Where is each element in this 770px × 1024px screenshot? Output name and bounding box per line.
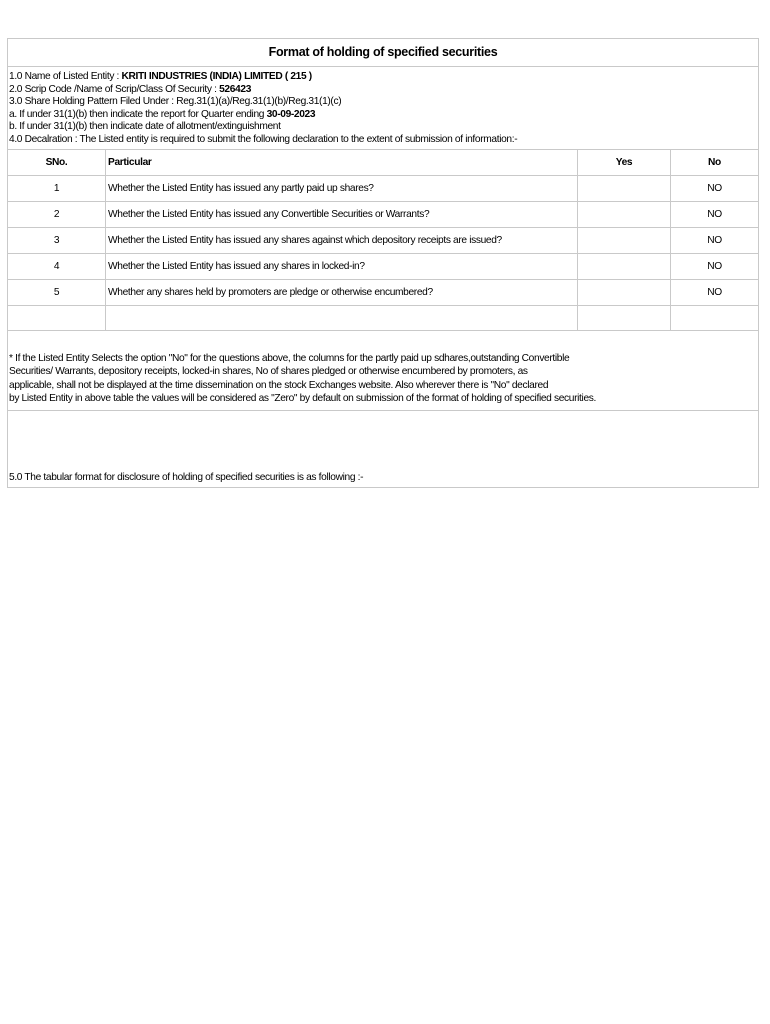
row-particular: Whether the Listed Entity has issued any Convertible Securities or Warrants? — [106, 201, 578, 227]
row-particular: Whether the Listed Entity has issued any shares against which depository receipts are issued? — [106, 227, 578, 253]
row-sno: 3 — [8, 227, 106, 253]
footnote-line: * If the Listed Entity Selects the option "No" for the questions above, the columns for the partly paid up sdhares,outstanding Convertible — [9, 352, 570, 364]
scrip-code-value: 526423 — [219, 83, 252, 95]
scrip-code-label: 2.0 Scrip Code /Name of Scrip/Class Of Security : — [9, 83, 220, 95]
table-empty-row — [8, 305, 758, 330]
empty-cell — [8, 305, 106, 330]
quarter-ending-value: 30-09-2023 — [266, 108, 316, 120]
header-yes: Yes — [578, 149, 671, 175]
empty-cell — [106, 305, 578, 330]
row-yes — [578, 201, 671, 227]
table-row — [8, 175, 758, 201]
row-yes — [578, 279, 671, 305]
row-no: NO — [671, 279, 759, 305]
row-sno: 1 — [8, 175, 106, 201]
scrip-code-line — [9, 84, 758, 97]
header-particular: Particular — [106, 149, 578, 175]
row-yes — [578, 227, 671, 253]
filed-under-line: 3.0 Share Holding Pattern Filed Under : Reg.31(1)(a)/Reg.31(1)(b)/Reg.31(1)(c) — [9, 96, 342, 108]
footnote-block — [8, 330, 758, 410]
table-row — [8, 201, 758, 227]
page-title: Format of holding of specified securities — [8, 39, 758, 67]
footnote-line: by Listed Entity in above table the values will be considered as "Zero" by default on submission of the format of holding of specified securities. — [9, 393, 596, 405]
header-no: No — [671, 149, 759, 175]
tabular-format-text: 5.0 The tabular format for disclosure of holding of specified securities is as following :- — [9, 471, 364, 483]
table-row — [8, 227, 758, 253]
row-particular: Whether the Listed Entity has issued any partly paid up shares? — [106, 175, 578, 201]
row-sno: 5 — [8, 279, 106, 305]
table-header-row — [8, 149, 758, 175]
row-no: NO — [671, 201, 759, 227]
row-sno: 4 — [8, 253, 106, 279]
footnote-line: applicable, shall not be displayed at the time dissemination on the stock Exchanges website. Also wherever there is "No" declared — [9, 379, 549, 391]
footnote-line: Securities/ Warrants, depository receipts, locked-in shares, No of shares pledged or otherwise encumbered by promoters, as — [9, 366, 528, 378]
row-particular: Whether any shares held by promoters are pledge or otherwise encumbered? — [106, 279, 578, 305]
row-no: NO — [671, 253, 759, 279]
entity-name-label: 1.0 Name of Listed Entity : — [9, 71, 122, 82]
entity-name-value: KRITI INDUSTRIES (INDIA) LIMITED ( 215 ) — [121, 71, 312, 82]
row-no: NO — [671, 175, 759, 201]
row-no: NO — [671, 227, 759, 253]
empty-cell — [671, 305, 759, 330]
entity-info-block — [8, 67, 758, 149]
declaration-table — [8, 149, 758, 330]
row-yes — [578, 253, 671, 279]
table-row — [8, 253, 758, 279]
empty-cell — [578, 305, 671, 330]
row-yes — [578, 175, 671, 201]
allotment-date-line: b. If under 31(1)(b) then indicate date of allotment/extinguishment — [9, 121, 281, 133]
header-sno: SNo. — [8, 149, 106, 175]
entity-name-line — [9, 71, 758, 84]
tabular-format-section — [8, 410, 758, 487]
quarter-ending-label: a. If under 31(1)(b) then indicate the report for Quarter ending — [9, 108, 267, 120]
row-sno: 2 — [8, 201, 106, 227]
table-row — [8, 279, 758, 305]
declaration-line: 4.0 Decalration : The Listed entity is required to submit the following declaration to the extent of submission of information:- — [9, 133, 518, 145]
row-particular: Whether the Listed Entity has issued any shares in locked-in? — [106, 253, 578, 279]
quarter-ending-line — [9, 109, 758, 122]
shareholding-format-sheet — [7, 38, 759, 488]
